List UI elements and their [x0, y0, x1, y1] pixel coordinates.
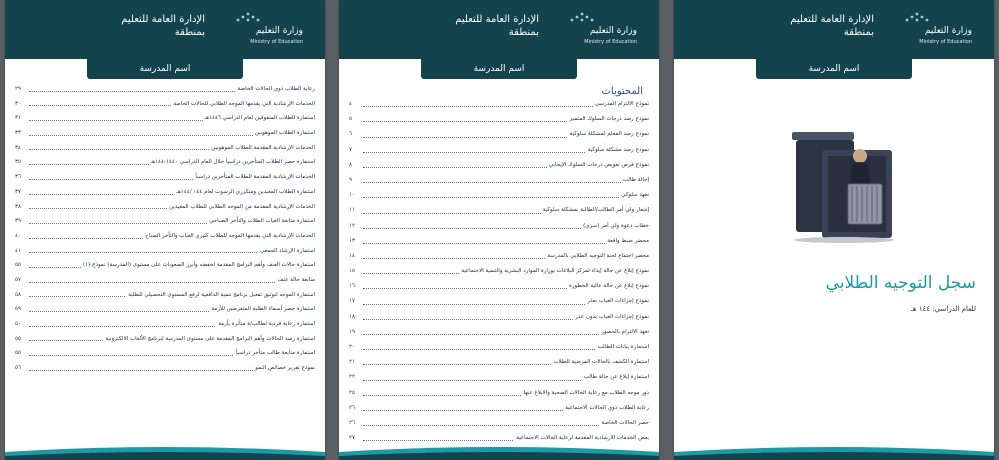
toc-row[interactable]: [15, 229, 315, 244]
ministry-logo: وزارة التعليم Ministry of Education: [880, 11, 972, 51]
school-name-tab: اسم المدرسة: [87, 59, 243, 79]
toc-entry-page: ١٥: [349, 264, 357, 279]
toc-entry-title: استمارة رصد الحالات وأهم البرامج المقدمة على مستوى المدرسة لبرنامج الألعاب الالكترونية: [103, 332, 315, 347]
toc-row[interactable]: [349, 234, 649, 249]
toc-entry-page: ٣٤: [15, 141, 23, 156]
table-of-contents: [349, 97, 649, 446]
toc-entry-title: الخدمات الإرشادية المقدمة للطلاب المتأخرين دراسياً: [193, 170, 315, 185]
toc-row[interactable]: [349, 325, 649, 340]
toc-row[interactable]: [349, 112, 649, 127]
toc-entry-page: ١٩: [349, 325, 357, 340]
toc-entry-title: استمارة متابعة طالب متأخر دراسياً: [234, 346, 315, 361]
toc-entry-page: ٧: [349, 143, 354, 158]
toc-row[interactable]: [349, 340, 649, 355]
toc-entry-title: استمارة الكشف بالحالات المرضية للطلاب: [551, 355, 649, 370]
toc-row[interactable]: [15, 141, 315, 156]
toc-entry-title: نموذج إبلاغ عن حالة عالية الخطورة: [567, 279, 649, 294]
toc-row[interactable]: [15, 346, 315, 361]
toc-entry-page: ٥٦: [15, 361, 23, 376]
toc-entry-page: ٢٧: [349, 431, 357, 446]
toc-row[interactable]: [15, 170, 315, 185]
toc-entry-title: الخدمات الإرشادية التي يقدمها الموجه الطلابي للحالات الخاصة: [171, 97, 315, 112]
toc-row[interactable]: [15, 317, 315, 332]
toc-row[interactable]: [349, 188, 649, 203]
toc-entry-title: بعض الخدمات الارشادية المقدمة لرعاية الحالات الاجتماعية: [514, 431, 649, 446]
toc-entry-page: ٣٦: [15, 170, 23, 185]
toc-row[interactable]: [349, 355, 649, 370]
toc-entry-page: ٥٧: [15, 273, 23, 288]
toc-entry-title: نموذج رصد المعلم لمشكلة سلوكية: [568, 127, 649, 142]
contents-heading: المحتويات: [601, 86, 643, 97]
toc-row[interactable]: [349, 143, 649, 158]
toc-row[interactable]: [349, 127, 649, 142]
toc-row[interactable]: [15, 155, 315, 170]
toc-row[interactable]: [15, 185, 315, 200]
toc-leader-dots: [29, 282, 315, 283]
toc-entry-title: حصر الحالات الخاصة: [600, 416, 650, 431]
toc-entry-page: ٣٥: [15, 155, 23, 170]
toc-entry-title: استمارة الطلاب المعيدين ومتكرري الرسوب لعام ١٤٤ /١٤٤هـ: [174, 185, 315, 200]
toc-entry-page: ٥٥: [15, 346, 23, 361]
toc-entry-page: ١٠: [349, 188, 357, 203]
toc-entry-page: ١٦: [349, 279, 357, 294]
toc-entry-title: استمارة متابعة الغياب الطلاب والتأخر الصباحي: [207, 214, 315, 229]
toc-page-2: [5, 0, 325, 460]
toc-entry-title: استمارة الطلاب المتفوقين لعام الدراسي ١٤٤٦هـ: [203, 111, 315, 126]
toc-entry-title: تعهد سلوكي: [619, 188, 649, 203]
toc-row[interactable]: [15, 111, 315, 126]
toc-entry-title: الخدمات الإرشادية المقدمة من الموجه الطلابي للطلاب المعيدين: [167, 200, 315, 215]
page-header: [674, 0, 994, 59]
toc-entry-title: خطاب دعوة ولي أمر (سري): [581, 219, 649, 234]
toc-entry-page: ١٢: [349, 219, 357, 234]
page-header: [5, 0, 325, 59]
toc-row[interactable]: [15, 126, 315, 141]
table-of-contents: [15, 82, 315, 376]
toc-entry-title: رعاية الطلاب ذوي الحالات الخاصة: [236, 82, 315, 97]
toc-row[interactable]: [15, 214, 315, 229]
toc-row[interactable]: [15, 258, 315, 273]
toc-entry-title: متابعة حالة عنف: [276, 273, 315, 288]
toc-entry-page: ٥٥: [15, 258, 23, 273]
toc-row[interactable]: [15, 302, 315, 317]
toc-entry-page: ٣٠: [15, 97, 23, 112]
toc-row[interactable]: [15, 97, 315, 112]
toc-row[interactable]: [349, 219, 649, 234]
ministry-logo: وزارة التعليم Ministry of Education: [545, 11, 637, 51]
toc-row[interactable]: [15, 200, 315, 215]
toc-entry-page: ٣٣: [15, 126, 23, 141]
toc-entry-page: ٨: [349, 158, 354, 173]
toc-entry-title: نموذج تقرير خصائص النمو: [253, 361, 315, 376]
toc-entry-page: ١٤: [349, 249, 357, 264]
toc-entry-page: ١٧: [349, 294, 357, 309]
toc-entry-title: نموذج رصد درجات السلوك المتميز: [568, 112, 649, 127]
bottom-wave: [5, 440, 325, 460]
toc-entry-title: نموذج إجراءات الغياب بدون عذر: [573, 310, 649, 325]
toc-row[interactable]: [349, 416, 649, 431]
administration-title: الإدارة العامة للتعليم بمنطقة: [790, 14, 874, 38]
ministry-logo: وزارة التعليم Ministry of Education: [211, 11, 303, 51]
toc-row[interactable]: [349, 158, 649, 173]
toc-row[interactable]: [349, 386, 649, 401]
toc-row[interactable]: [15, 361, 315, 376]
toc-entry-page: ٥٥: [15, 332, 23, 347]
toc-row[interactable]: [349, 310, 649, 325]
toc-entry-page: ٤٠: [15, 229, 23, 244]
toc-entry-page: ١١: [349, 203, 357, 218]
toc-entry-page: ٢٦: [349, 416, 357, 431]
toc-entry-title: استمارة الإرشاد الجمعي: [258, 244, 315, 259]
school-name-tab: اسم المدرسة: [421, 59, 577, 79]
toc-entry-page: ٤١: [15, 244, 23, 259]
toc-entry-title: إحالة طالب: [621, 173, 649, 188]
toc-row[interactable]: [349, 97, 649, 112]
school-name-tab: اسم المدرسة: [756, 59, 912, 79]
toc-row[interactable]: [15, 244, 315, 259]
file-cabinet-illustration-icon: [782, 124, 902, 244]
toc-entry-page: ٢٠: [349, 340, 357, 355]
toc-entry-page: ٥: [349, 112, 354, 127]
toc-entry-page: ٦: [349, 127, 354, 142]
toc-row[interactable]: [349, 173, 649, 188]
toc-row[interactable]: [349, 294, 649, 309]
toc-entry-page: ٩: [349, 173, 354, 188]
administration-title: الإدارة العامة للتعليم بمنطقة: [455, 14, 539, 38]
logo-dots-icon: [569, 11, 597, 23]
toc-entry-title: نموذج إبلاغ عن حالة إيذاء لمركز البلاغات بوزارة الموارد البشرية والتنمية الاجتماعية: [459, 264, 649, 279]
toc-entry-page: ١٣: [349, 234, 357, 249]
toc-entry-page: ٢٦: [349, 401, 357, 416]
toc-entry-title: استمارة إبلاغ عن حالة طالب: [582, 370, 649, 385]
bottom-wave: [674, 440, 994, 460]
toc-entry-page: ٢٥: [349, 386, 357, 401]
logo-dots-icon: [904, 11, 932, 23]
toc-entry-page: ١٨: [349, 310, 357, 325]
toc-entry-title: استمارة الموجه لتوثيق تفعيل برنامج تنمية الدافعية لرفع المستوى التحصيلي للطلبة: [126, 288, 315, 303]
toc-entry-page: ٥٠: [15, 317, 23, 332]
toc-row[interactable]: [15, 82, 315, 97]
toc-entry-page: ٥٩: [15, 302, 23, 317]
toc-entry-page: ٢٩: [15, 82, 23, 97]
bottom-wave: [339, 440, 659, 460]
toc-entry-title: استمارة رعاية فردية لطالب/ة متأثرة بأزمة: [216, 317, 315, 332]
toc-entry-title: استمارة حالات العنف وأهم البرامج المقدمة لخفضه وأبرز الصعوبات على مستوى (المدرسة) نموذج (١): [81, 258, 315, 273]
toc-entry-title: نموذج الالتزام المدرسي: [593, 97, 649, 112]
toc-entry-page: ٢٢: [349, 370, 357, 385]
cover-page: [674, 0, 994, 460]
toc-entry-page: ٣٩: [15, 214, 23, 229]
toc-row[interactable]: [349, 203, 649, 218]
toc-entry-page: ٣٨: [15, 200, 23, 215]
toc-entry-page: ٥٨: [15, 288, 23, 303]
toc-entry-title: دور موجه الطلاب مع رعاية الحالات الصحية والابلاغ عنها: [522, 386, 649, 401]
toc-entry-title: رعاية الطلاب ذوي الحالات الاجتماعية: [563, 401, 649, 416]
toc-row[interactable]: [349, 279, 649, 294]
toc-row[interactable]: [15, 332, 315, 347]
toc-row[interactable]: [349, 249, 649, 264]
logo-dots-icon: [235, 11, 263, 23]
toc-row[interactable]: [349, 401, 649, 416]
toc-leader-dots: [363, 182, 649, 183]
toc-row[interactable]: [349, 370, 649, 385]
toc-entry-title: استمارة حصر الطلاب المتأخرين دراسياً خلال العام الدراسي ١٤٤٠-١٤٤هـ: [149, 155, 315, 170]
toc-entry-title: استمارة الطلاب الموهوبين: [253, 126, 315, 141]
page-header: [339, 0, 659, 59]
toc-leader-dots: [363, 197, 649, 198]
toc-row[interactable]: [349, 264, 649, 279]
toc-entry-title: الخدمات الإرشادية التي يقدمها الموجه للطلاب كثيري الغياب والتأخر الصباح: [143, 229, 315, 244]
toc-entry-title: محضر اجتماع لجنة التوجيه الطلابي بالمدرسة: [545, 249, 649, 264]
toc-entry-title: استمارة بيانات الطالب: [596, 340, 649, 355]
toc-row[interactable]: [15, 288, 315, 303]
administration-title: الإدارة العامة للتعليم بمنطقة: [121, 14, 205, 38]
toc-entry-page: ٢١: [349, 355, 357, 370]
toc-entry-page: ٣١: [15, 111, 23, 126]
toc-entry-title: الخدمات الإرشادية المقدمة للطلاب الموهوبين: [209, 141, 315, 156]
toc-row[interactable]: [15, 273, 315, 288]
toc-entry-title: محضر ضبط واقعة: [605, 234, 649, 249]
toc-entry-title: نموذج فرص تعويض درجات السلوك الإيجابي: [547, 158, 649, 173]
toc-entry-page: ٣٧: [15, 185, 23, 200]
toc-entry-title: نموذج رصد مشكلة سلوكية: [586, 143, 649, 158]
toc-entry-page: ٤: [349, 97, 354, 112]
toc-entry-title: إشعار ولي أمر الطالب/الطالبة بمشكلة سلوكية: [541, 203, 649, 218]
record-title: سجل التوجيه الطلابي: [825, 273, 976, 293]
academic-year: للعام الدراسي: ١٤٤ هـ: [910, 305, 976, 313]
toc-entry-title: تعهد الالتزام بالحضور: [599, 325, 649, 340]
toc-entry-title: نموذج إجراءات الغياب بعذر: [585, 294, 649, 309]
toc-entry-title: استمارة حصر أسماء الطلبة المتعرضين للأزمة: [209, 302, 315, 317]
toc-page-1: [339, 0, 659, 460]
